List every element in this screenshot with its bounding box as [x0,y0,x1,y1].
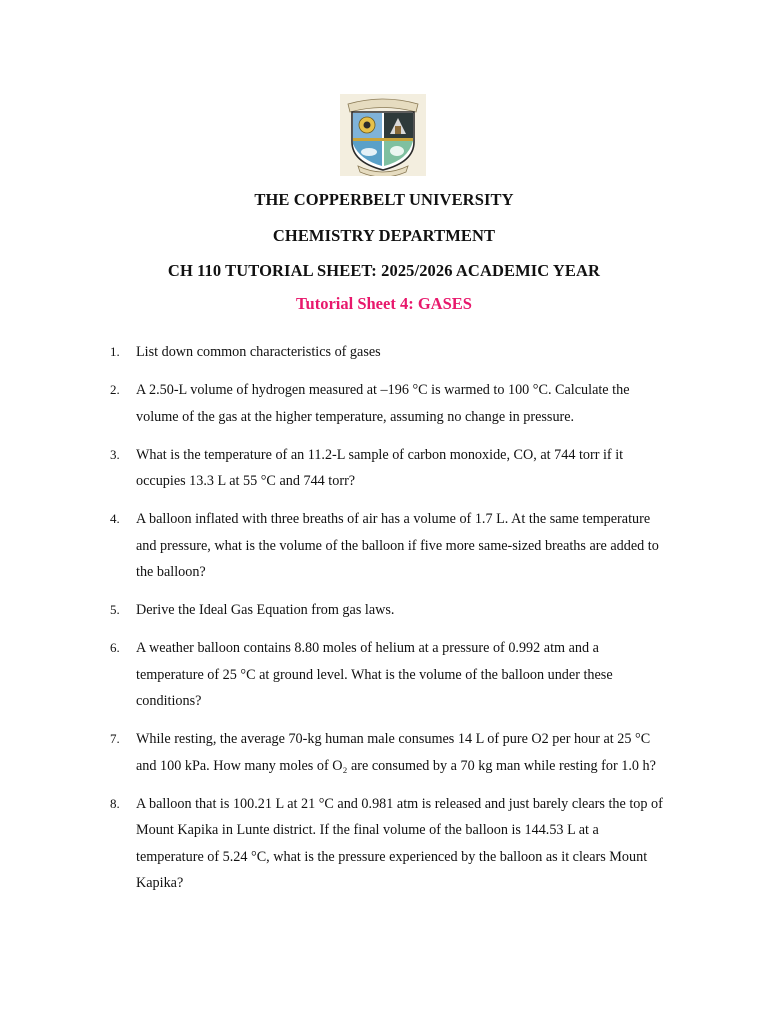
university-name: THE COPPERBELT UNIVERSITY [254,190,514,209]
question-number: 1. [110,344,120,359]
question-item [110,377,670,430]
question-number: 2. [110,382,120,397]
question-text: A balloon that is 100.21 L at 21 °C and 0.981 atm is released and just barely clears the top of Mount Kapika in Lunte district. If the final volume of the balloon is 144.53 L at a temperature of 5.24 °C, what is the pressure experienced by the balloon as it clears Mount Kapika? [136,795,663,891]
sheet-title: Tutorial Sheet 4: GASES [296,294,472,313]
question-text: List down common characteristics of gases [136,344,381,360]
question-item [110,791,670,897]
question-item [110,635,670,715]
question-number: 4. [110,511,120,526]
question-text: A 2.50-L volume of hydrogen measured at –196 °C is warmed to 100 °C. Calculate the volume of the gas at the higher temperature, assuming no change in pressure. [136,382,630,425]
question-number: 6. [110,640,120,655]
question-text: A balloon inflated with three breaths of air has a volume of 1.7 L. At the same temperature and pressure, what is the volume of the balloon if five more same-sized breaths are added to the balloon? [136,511,659,580]
question-number: 7. [110,731,120,746]
question-item [110,339,670,366]
question-text: Derive the Ideal Gas Equation from gas laws. [136,602,395,618]
question-item [110,506,670,586]
question-item [110,597,670,624]
question-text: While resting, the average 70-kg human male consumes 14 L of pure O2 per hour at 25 °C and 100 kPa. How many moles of O₂ are consumed by a 70 kg man while resting for 1.0 h? [136,731,656,774]
department-name: CHEMISTRY DEPARTMENT [272,226,496,245]
question-text: A weather balloon contains 8.80 moles of helium at a pressure of 0.992 atm and a temperature of 25 °C at ground level. What is the volume of the balloon under these conditions? [136,640,613,709]
question-number: 3. [110,446,120,462]
question-item [110,726,670,779]
question-number: 8. [110,795,120,811]
university-crest-icon [340,94,426,176]
question-number: 5. [110,602,120,617]
question-list [110,339,670,908]
question-text: What is the temperature of an 11.2-L sample of carbon monoxide, CO, at 744 torr if it occupies 13.3 L at 55 °C and 744 torr? [136,446,624,489]
course-line: CH 110 TUTORIAL SHEET: 2025/2026 ACADEMIC YEAR [167,261,601,280]
question-item [110,442,670,495]
